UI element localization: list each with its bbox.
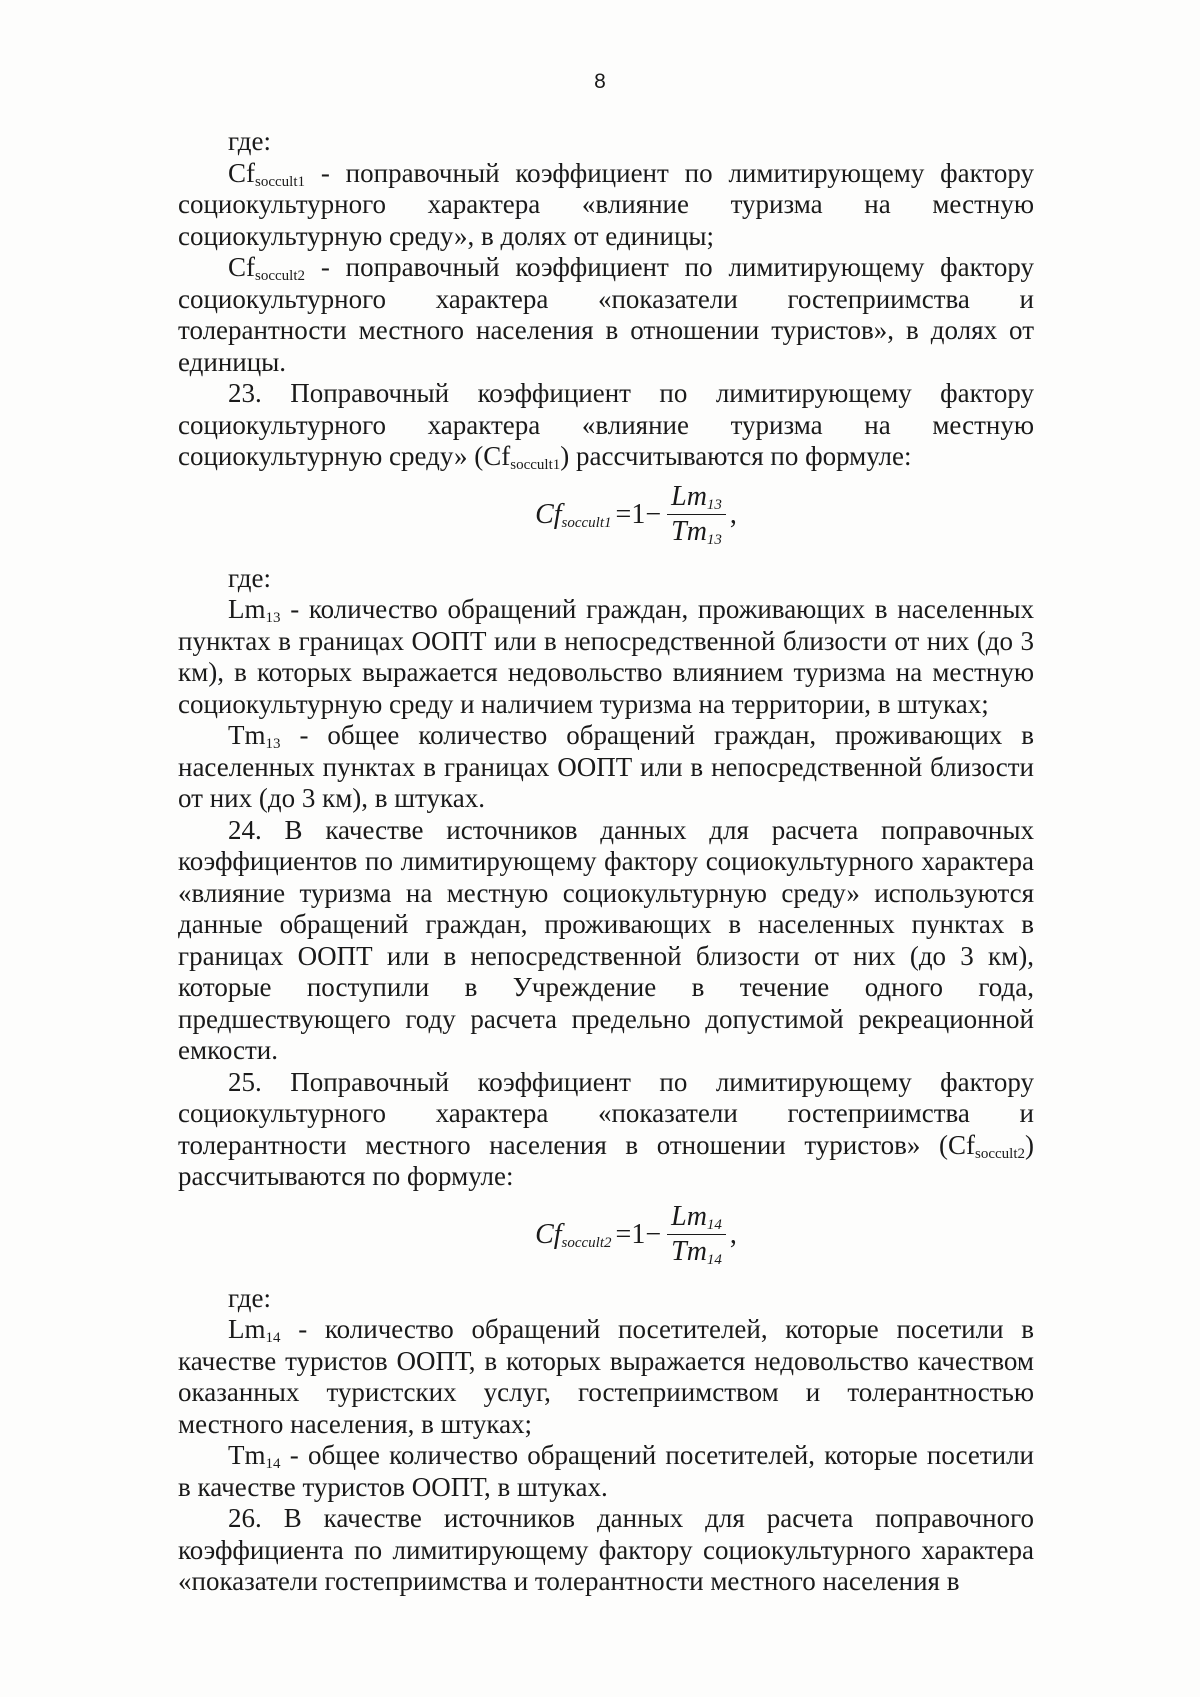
formula-equals: =1−	[615, 1218, 662, 1250]
paragraph-text: 23. Поправочный коэффициент по лимитирующему фактору социокультурного характера «влияние туризма на местную социокультурную среду» (Cf	[178, 378, 1034, 471]
symbol: Tm	[228, 720, 266, 750]
formula-soccult2	[238, 1193, 1034, 1277]
formula-subscript: soccult1	[561, 514, 612, 531]
symbol-subscript: 13	[265, 736, 281, 752]
paragraph-text: ) рассчитываются по формуле:	[560, 441, 912, 471]
numerator-symbol: Lm	[671, 481, 707, 512]
symbol-subscript: soccult2	[255, 268, 305, 284]
symbol-subscript: 14	[265, 1330, 281, 1346]
where-label: где:	[228, 1282, 271, 1313]
numerator-subscript: 14	[706, 1217, 722, 1233]
definition-lm14	[178, 1314, 1034, 1440]
page-number: 8	[594, 70, 606, 93]
fraction-numerator	[667, 481, 726, 515]
formula-comma: ,	[729, 1218, 737, 1250]
definition-text: - количество обращений граждан, проживающих в населенных пунктах в границах ООПТ или в непосредственной близости от них (до 3 км), в которых выражается недовольство влиянием туризма на местную социокультурную среду и наличием туризма на территории, в штуках;	[178, 594, 1034, 719]
definition-text: - общее количество обращений посетителей, которые посетили в качестве туристов ООПТ, в штуках.	[178, 1440, 1034, 1502]
where-label: где:	[228, 126, 271, 156]
definition-cf-soccult2	[178, 252, 1034, 378]
formula-symbol: Cf	[535, 1218, 562, 1250]
paragraph-26: 26. В качестве источников данных для расчета поправочного коэффициента по лимитирующему фактору социокультурного характера «показатели гостеприимства и толерантности местного населения в	[178, 1503, 1034, 1596]
formula-lhs	[535, 1219, 611, 1251]
symbol-subscript: 14	[265, 1456, 281, 1472]
fraction-numerator	[667, 1201, 726, 1235]
symbol-subscript: soccult1	[510, 457, 561, 473]
symbol: Cf	[228, 157, 255, 188]
denominator-subscript: 13	[706, 532, 722, 548]
definition-text: - поправочный коэффициент по лимитирующему фактору социокультурного характера «влияние туризма на местную социокультурную среду», в долях от единицы;	[178, 157, 1034, 251]
where-label: где:	[228, 562, 271, 593]
symbol-subscript: soccult2	[975, 1145, 1025, 1162]
denominator-subscript: 14	[706, 1252, 722, 1268]
symbol-subscript: 13	[265, 610, 281, 626]
paragraph-25	[178, 1067, 1034, 1193]
fraction-denominator	[667, 515, 726, 548]
formula-lhs	[535, 499, 611, 531]
definition-text: - количество обращений посетителей, которые посетили в качестве туристов ООПТ, в которых выражается недовольство качеством оказанных туристских услуг, гостеприимством и толерантностью местного населения, в штуках;	[178, 1314, 1034, 1439]
numerator-subscript: 13	[706, 497, 722, 513]
formula-subscript: soccult2	[561, 1234, 612, 1251]
paragraph-text: 25. Поправочный коэффициент по лимитирующему фактору социокультурного характера «показатели гостеприимства и толерантности местного населения в отношении туристов» (Cf	[178, 1066, 1034, 1160]
definition-lm13	[178, 594, 1034, 720]
definition-tm13	[178, 720, 1034, 815]
symbol: Cf	[228, 252, 255, 282]
symbol-subscript: soccult1	[255, 173, 305, 190]
symbol: Tm	[228, 1440, 266, 1470]
denominator-symbol: Tm	[671, 516, 707, 547]
definition-cf-soccult1	[178, 158, 1034, 253]
denominator-symbol: Tm	[671, 1236, 707, 1267]
formula-fraction	[667, 481, 726, 548]
paragraph-text: ) рассчитываются по формуле:	[178, 1129, 1034, 1191]
definition-tm14	[178, 1440, 1034, 1503]
formula-fraction	[667, 1201, 726, 1268]
document-body	[178, 126, 1034, 1598]
paragraph-23	[178, 378, 1034, 473]
formula-symbol: Cf	[535, 498, 562, 530]
formula-soccult1	[238, 473, 1034, 557]
definition-text: - поправочный коэффициент по лимитирующему фактору социокультурного характера «показатели гостеприимства и толерантности местного населения в отношении туристов», в долях от единицы.	[178, 252, 1034, 377]
paragraph-24: 24. В качестве источников данных для расчета поправочных коэффициентов по лимитирующему фактору социокультурного характера «влияние туризма на местную социокультурную среду» используются данные обращений граждан, проживающих в населенных пунктах в границах ООПТ или в непосредственной близости от них (до 3 км), которые поступили в Учреждение в течение одного года, предшествующего году расчета предельно допустимой рекреационной емкости.	[178, 814, 1034, 1065]
symbol: Lm	[228, 1314, 266, 1344]
symbol: Lm	[228, 594, 266, 624]
definition-text: - общее количество обращений граждан, проживающих в населенных пунктах в границах ООПТ или в непосредственной близости от них (до 3 км), в штуках.	[178, 720, 1034, 813]
numerator-symbol: Lm	[671, 1201, 707, 1232]
formula-equals: =1−	[615, 498, 662, 530]
fraction-denominator	[667, 1235, 726, 1268]
formula-comma: ,	[729, 498, 737, 530]
